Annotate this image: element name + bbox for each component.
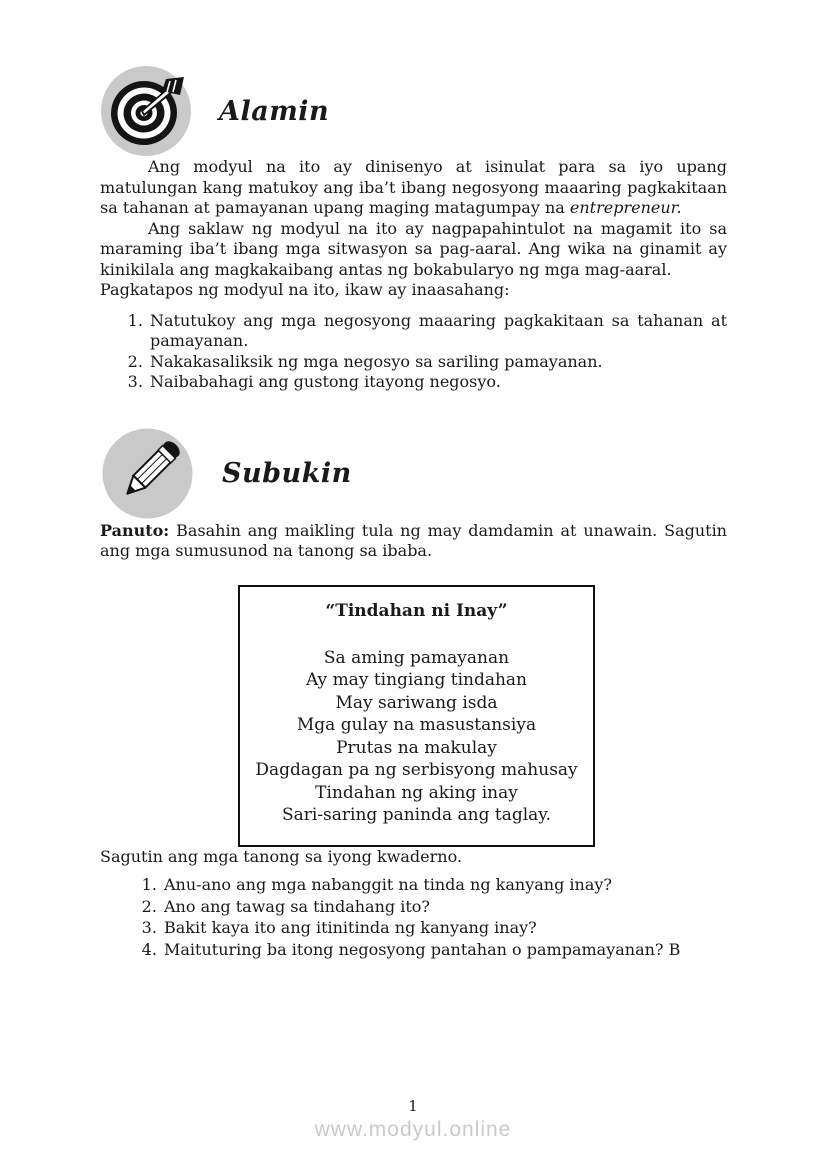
poem-line: Tindahan ng aking inay [315, 782, 518, 803]
poem-line: Ay may tingiang tindahan [305, 670, 528, 690]
poem-title: “Tindahan ni Inay” [325, 600, 508, 621]
poem-line: Mga gulay na masustansiya [296, 715, 537, 735]
panuto-text: Basahin ang maikling tula ng may damdamin at unawain. Sagutin ang mga sumusunod na tanong sa ibaba. [100, 520, 727, 560]
alamin-title: Alamin [219, 95, 330, 127]
question-item: 2. Ano ang tawag sa tindahang ito? [162, 896, 727, 918]
panuto-label: Panuto: [100, 520, 170, 540]
page-number: 1 [408, 1097, 418, 1115]
intro-paragraph-2: Ang saklaw ng modyul na ito ay nagpapahintulot na magamit ito sa maraming iba’t ibang mga sitwasyon sa pag-aaral. Ang wika na ginamit ay kinikilala ang magkakaibang antas ng bokabularyo ng mga mag-aaral. [100, 218, 727, 279]
question-item: 3. Bakit kaya ito ang itinitinda ng kanyang inay? [162, 917, 727, 939]
objective-item: 3. Naibabahagi ang gustong itayong negosyo. [148, 372, 727, 393]
poem-line: Prutas na makulay [336, 737, 497, 758]
section-header-alamin [100, 65, 727, 157]
questions-list [100, 874, 727, 960]
poem-line: Dagdagan pa ng serbisyong mahusay [255, 760, 578, 780]
questions-lead: Sagutin ang mga tanong sa iyong kwaderno. [100, 846, 463, 866]
question-item: 4. Maituturing ba itong negosyong pantahan o pampamayanan? B [162, 939, 727, 961]
subukin-title: Subukin [222, 457, 352, 489]
section-header-subukin [100, 426, 727, 521]
objective-item: 2. Nakakasaliksik ng mga negosyo sa sariling pamayanan. [148, 352, 727, 373]
intro-paragraph-1-italic: entrepreneur. [569, 198, 682, 217]
poem-line: Sari-saring paninda ang taglay. [281, 805, 552, 825]
objectives-list [100, 311, 727, 393]
pencil-icon [100, 426, 195, 521]
objective-item: 1. Natutukoy ang mga negosyong maaaring pagkakitaan sa tahanan at pamayanan. [148, 311, 727, 352]
question-item: 1. Anu-ano ang mga nabanggit na tinda ng kanyang inay? [162, 874, 727, 896]
expectations-lead: Pagkatapos ng modyul na ito, ikaw ay inaasahang: [100, 280, 510, 299]
poem-line: May sariwang isda [335, 692, 498, 713]
panuto-paragraph [100, 521, 727, 562]
intro-paragraph-1-text: Ang modyul na ito ay dinisenyo at isinulat para sa iyo upang matulungan kang matukoy ang iba’t ibang negosyong maaaring pagkakitaan sa tahanan at pamayanan upang maging matagumpay na [100, 157, 727, 217]
target-dartboard-icon [100, 65, 192, 157]
poem-box [238, 585, 595, 847]
intro-paragraph-1 [100, 157, 727, 219]
poem-line: Sa aming pamayanan [323, 647, 510, 668]
watermark-url: www.modyul.online [314, 1118, 512, 1141]
